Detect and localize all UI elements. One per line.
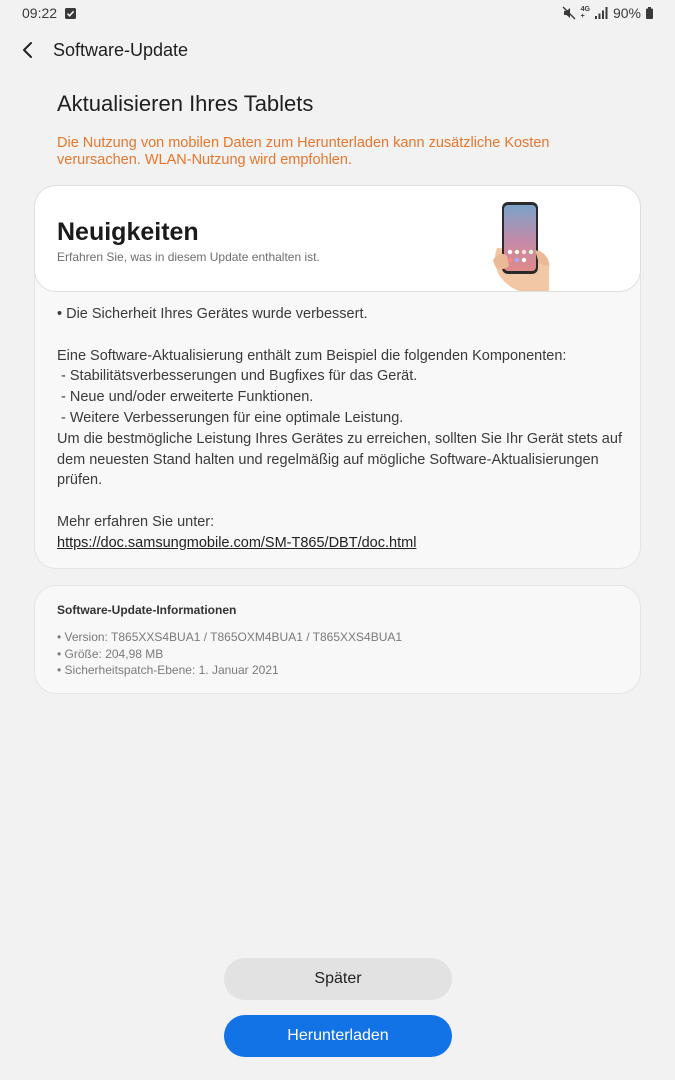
update-version: • Version: T865XXS4BUA1 / T865OXM4BUA1 / T865XXS4BUA1 — [57, 630, 403, 644]
status-bar — [0, 0, 675, 26]
component-item: - Stabilitätsverbesserungen und Bugfixes für das Gerät. — [57, 368, 418, 385]
app-title: Software-Update — [53, 39, 189, 60]
security-patch-level: • Sicherheitspatch-Ebene: 1. Januar 2021 — [57, 663, 279, 677]
update-info-card — [34, 585, 641, 694]
back-button[interactable] — [8, 30, 48, 70]
security-note: • Die Sicherheit Ihres Gerätes wurde verbessert. — [57, 306, 368, 322]
network-plus: + — [580, 13, 585, 20]
app-bar — [0, 30, 675, 70]
more-info-label: Mehr erfahren Sie unter: — [57, 513, 215, 530]
status-time: 09:22 — [22, 5, 58, 21]
data-usage-warning: Die Nutzung von mobilen Daten zum Herunterladen kann zusätzliche Kosten verursachen. WLAN-Nutzung wird empfohlen. — [57, 135, 550, 168]
update-info-list — [57, 629, 402, 679]
documentation-link[interactable]: https://doc.samsungmobile.com/SM-T865/DBT/doc.html — [57, 534, 417, 551]
notification-check-icon — [65, 8, 76, 19]
news-card — [34, 185, 641, 569]
news-title: Neuigkeiten — [57, 218, 199, 246]
recommendation-text: Um die bestmögliche Leistung Ihres Gerätes zu erreichen, sollten Sie Ihr Gerät stets auf dem neuesten Stand halten und regelmäßig auf mögliche Software-Aktualisierungen prüfen. — [57, 430, 622, 489]
network-type: 4G — [580, 6, 590, 13]
components-intro: Eine Software-Aktualisierung enthält zum Beispiel die folgenden Komponenten: — [57, 347, 567, 364]
chevron-left-icon — [21, 41, 35, 59]
news-subtitle: Erfahren Sie, was in diesem Update enthalten ist. — [57, 250, 320, 264]
later-button[interactable]: Später — [224, 958, 452, 1000]
signal-icon — [595, 7, 608, 19]
battery-percent: 90% — [612, 5, 641, 21]
news-body — [57, 304, 632, 554]
phone-in-hand-illustration — [493, 200, 563, 292]
component-item: - Neue und/oder erweiterte Funktionen. — [57, 389, 314, 406]
network-type-label — [581, 6, 590, 20]
download-button[interactable]: Herunterladen — [224, 1015, 452, 1057]
update-size: • Größe: 204,98 MB — [57, 646, 164, 661]
news-header — [34, 185, 641, 292]
battery-icon — [646, 7, 653, 19]
page-title: Aktualisieren Ihres Tablets — [57, 91, 314, 116]
mute-icon — [562, 6, 576, 20]
component-item: - Weitere Verbesserungen für eine optimale Leistung. — [57, 409, 404, 426]
update-info-title: Software-Update-Informationen — [57, 603, 237, 617]
